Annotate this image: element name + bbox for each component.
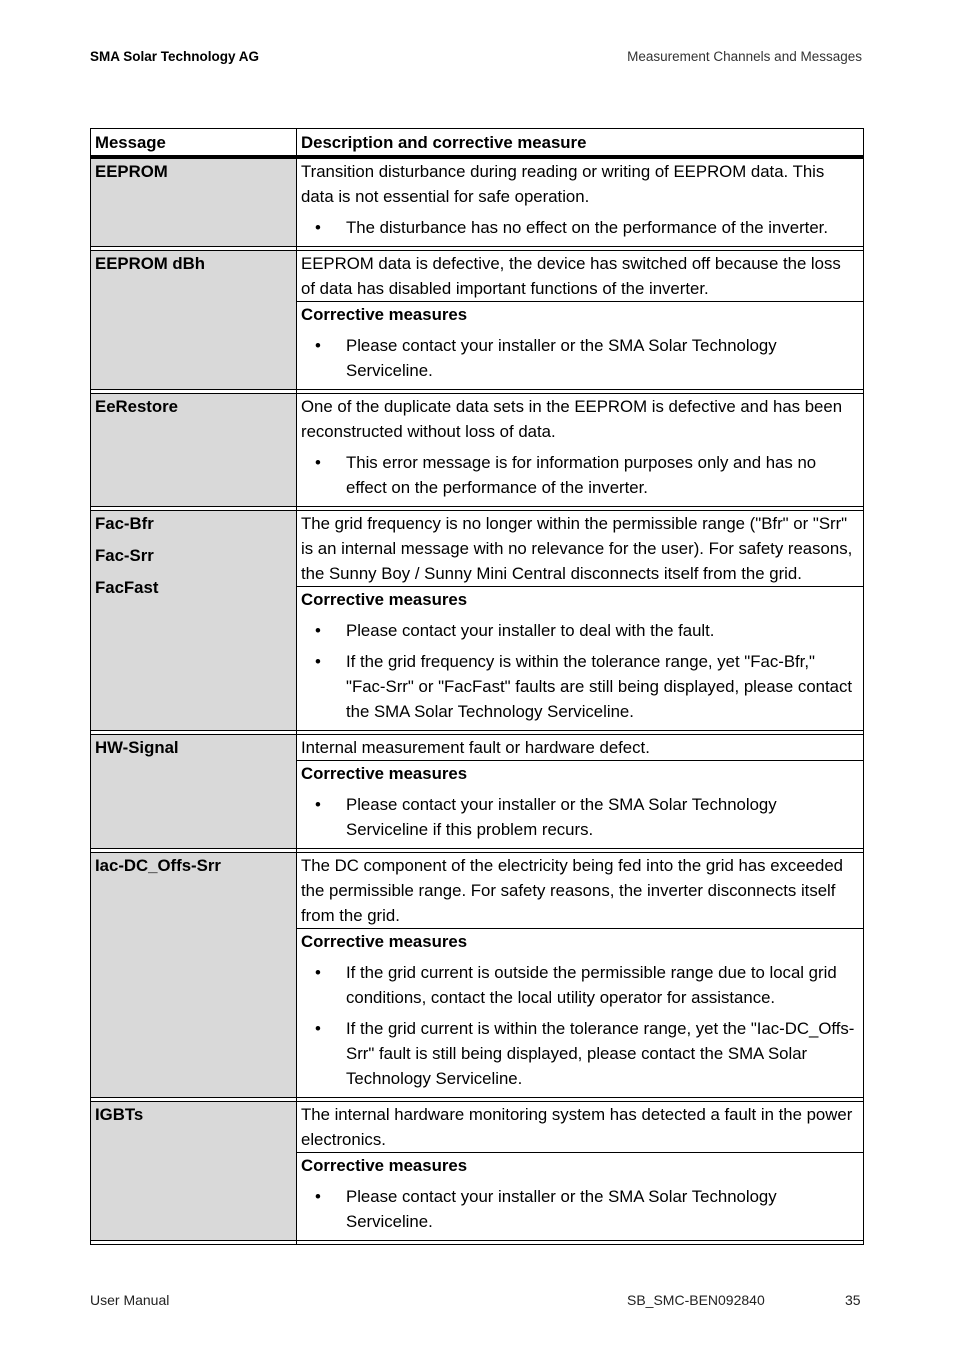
message-code: HW-Signal bbox=[95, 738, 179, 757]
bullet-list bbox=[301, 215, 859, 240]
message-name-cell bbox=[91, 1102, 297, 1241]
corrective-heading: Corrective measures bbox=[301, 932, 468, 951]
message-row bbox=[91, 157, 864, 247]
bullet-list bbox=[301, 618, 859, 724]
bullet-item: • The disturbance has no effect on the performance of the inverter. bbox=[346, 215, 859, 240]
corrective-cell bbox=[297, 587, 864, 731]
description-text: The DC component of the electricity being fed into the grid has exceeded the permissible range. For safety reasons, the inverter disconnects itself from the grid. bbox=[301, 856, 843, 925]
page-number: 35 bbox=[845, 1292, 861, 1308]
message-row bbox=[91, 1102, 864, 1153]
corrective-cell bbox=[297, 761, 864, 849]
message-code: EeRestore bbox=[95, 397, 179, 416]
description-text: Internal measurement fault or hardware defect. bbox=[301, 738, 650, 757]
description-cell bbox=[297, 251, 864, 302]
description-text: Transition disturbance during reading or writing of EEPROM data. This data is not essential for safe operation. bbox=[301, 162, 825, 206]
bullet-list bbox=[301, 450, 859, 500]
bullet-item: • Please contact your installer to deal with the fault. bbox=[346, 618, 859, 643]
header-section-title: Measurement Channels and Messages bbox=[627, 49, 862, 64]
message-name-cell bbox=[91, 511, 297, 731]
message-code: Iac-DC_Offs-Srr bbox=[95, 856, 221, 875]
message-code: IGBTs bbox=[95, 1105, 144, 1124]
footer-doc-type: User Manual bbox=[90, 1292, 170, 1308]
corrective-cell bbox=[297, 302, 864, 390]
description-cell bbox=[297, 511, 864, 587]
message-code: Fac-Srr bbox=[95, 546, 154, 565]
message-row bbox=[91, 735, 864, 761]
message-table bbox=[90, 128, 864, 1245]
corrective-cell bbox=[297, 1153, 864, 1241]
description-cell bbox=[297, 157, 864, 247]
message-code: FacFast bbox=[95, 578, 159, 597]
bullet-item: • If the grid current is within the tolerance range, yet the "Iac-DC_Offs-Srr" fault is still being displayed, please contact the SMA Solar Technology Serviceline. bbox=[346, 1016, 859, 1091]
message-row bbox=[91, 511, 864, 587]
corrective-heading: Corrective measures bbox=[301, 1156, 468, 1175]
message-name-cell bbox=[91, 394, 297, 507]
bullet-item: • If the grid current is outside the permissible range due to local grid conditions, contact the local utility operator for assistance. bbox=[346, 960, 859, 1010]
description-cell bbox=[297, 394, 864, 507]
corrective-cell bbox=[297, 929, 864, 1098]
description-cell bbox=[297, 735, 864, 761]
bullet-item: • Please contact your installer or the SMA Solar Technology Serviceline. bbox=[346, 333, 859, 383]
description-text: One of the duplicate data sets in the EEPROM is defective and has been reconstructed without loss of data. bbox=[301, 397, 843, 441]
bullet-item: • Please contact your installer or the SMA Solar Technology Serviceline if this problem recurs. bbox=[346, 792, 859, 842]
bullet-item: • If the grid frequency is within the tolerance range, yet "Fac-Bfr," "Fac-Srr" or "FacFast" faults are still being displayed, please contact the SMA Solar Technology Serviceline. bbox=[346, 649, 859, 724]
separator-cell bbox=[297, 1241, 864, 1245]
corrective-heading: Corrective measures bbox=[301, 590, 468, 609]
corrective-heading: Corrective measures bbox=[301, 764, 468, 783]
message-code: EEPROM bbox=[95, 162, 168, 181]
header-company: SMA Solar Technology AG bbox=[90, 49, 260, 64]
column-header-description: Description and corrective measure bbox=[297, 129, 864, 158]
description-cell bbox=[297, 1102, 864, 1153]
corrective-heading: Corrective measures bbox=[301, 305, 468, 324]
row-separator bbox=[91, 1241, 864, 1245]
message-code: Fac-Bfr bbox=[95, 514, 154, 533]
message-name-cell bbox=[91, 853, 297, 1098]
bullet-list bbox=[301, 1184, 859, 1234]
description-text: The grid frequency is no longer within the permissible range ("Bfr" or "Srr" is an internal message with no relevance for the user). For safety reasons, the Sunny Boy / Sunny Mini Central disconnects itself from the grid. bbox=[301, 514, 853, 583]
message-code: EEPROM dBh bbox=[95, 254, 206, 273]
message-row bbox=[91, 394, 864, 507]
column-header-message: Message bbox=[91, 129, 297, 158]
bullet-list bbox=[301, 333, 859, 383]
table-header-row bbox=[91, 129, 864, 158]
bullet-list bbox=[301, 792, 859, 842]
message-name-cell bbox=[91, 157, 297, 247]
separator-cell bbox=[91, 1241, 297, 1245]
message-row bbox=[91, 853, 864, 929]
bullet-list bbox=[301, 960, 859, 1091]
description-text: The internal hardware monitoring system has detected a fault in the power electronics. bbox=[301, 1105, 853, 1149]
message-name-cell bbox=[91, 251, 297, 390]
description-cell bbox=[297, 853, 864, 929]
message-name-cell bbox=[91, 735, 297, 849]
footer-doc-code: SB_SMC-BEN092840 bbox=[627, 1292, 765, 1308]
message-row bbox=[91, 251, 864, 302]
bullet-item: • This error message is for information purposes only and has no effect on the performance of the inverter. bbox=[346, 450, 859, 500]
bullet-item: • Please contact your installer or the SMA Solar Technology Serviceline. bbox=[346, 1184, 859, 1234]
description-text: EEPROM data is defective, the device has switched off because the loss of data has disabled important functions of the inverter. bbox=[301, 254, 841, 298]
